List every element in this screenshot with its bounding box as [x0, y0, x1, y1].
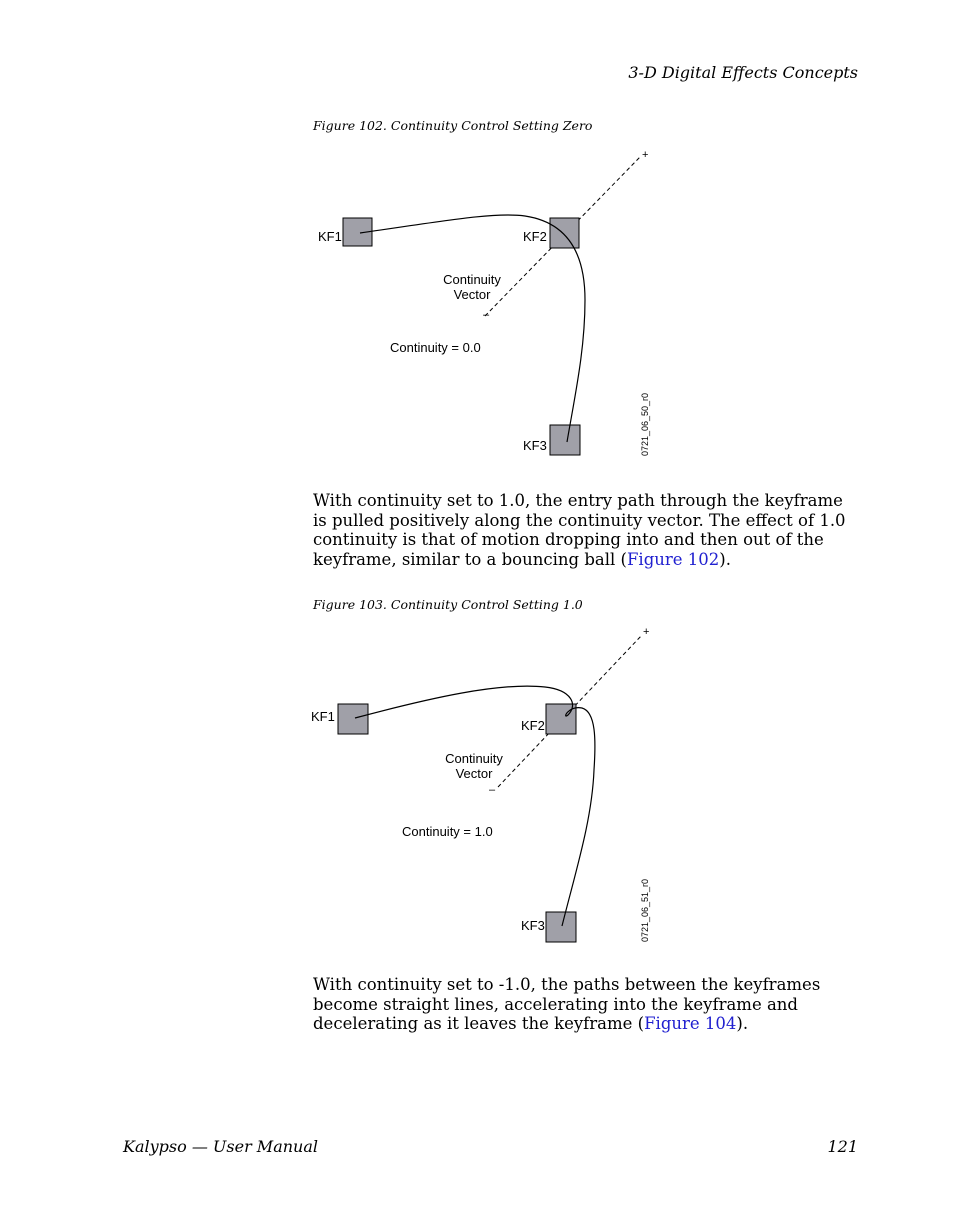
- keyframe-kf3-box: [550, 425, 580, 455]
- keyframe-kf2-box: [550, 218, 579, 248]
- paragraph-text-end: ).: [736, 1014, 749, 1033]
- figure-102-link[interactable]: Figure 102: [626, 549, 720, 569]
- plus-sign: +: [643, 626, 650, 638]
- plus-sign: +: [642, 149, 649, 161]
- footer-page-number: 121: [827, 1137, 858, 1156]
- kf1-label: KF1: [318, 229, 342, 244]
- continuity-vector-label-line2: Vector: [455, 766, 493, 781]
- paragraph-continuity-2: [313, 975, 861, 1034]
- continuity-vector-label-line1: Continuity: [445, 751, 503, 766]
- figure-103-caption: Figure 103. Continuity Control Setting 1.0: [313, 597, 583, 612]
- figure-104-link[interactable]: Figure 104: [644, 1014, 737, 1033]
- kf3-label: KF3: [521, 918, 545, 933]
- footer-manual-title: Kalypso — User Manual: [123, 1137, 318, 1156]
- paragraph-text: With continuity set to -1.0, the paths between the keyframes become straight lines, accelerating into the keyframe and decelerating as it leaves the keyframe (: [313, 975, 821, 1033]
- kf2-label: KF2: [523, 229, 547, 244]
- figure-102-caption: Figure 102. Continuity Control Setting Zero: [313, 118, 593, 133]
- continuity-setting-label: Continuity = 1.0: [402, 824, 493, 839]
- figure-code: 0721_06_50_r0: [640, 392, 650, 456]
- minus-sign: –: [489, 784, 496, 796]
- keyframe-kf1-box: [338, 704, 368, 734]
- motion-path: [360, 215, 585, 442]
- keyframe-kf3-box: [546, 912, 576, 942]
- paragraph-text-end: ).: [719, 549, 731, 569]
- continuity-vector-label-line1: Continuity: [443, 272, 501, 287]
- minus-sign: –: [483, 309, 490, 321]
- paragraph-text: With continuity set to 1.0, the entry path through the keyframe is pulled positively along the continuity vector. The effect of 1.0 continuity is that of motion dropping into and then out of the keyframe, similar to a bouncing ball (: [313, 491, 846, 569]
- figure-code: 0721_06_51_r0: [640, 878, 650, 942]
- figure-102-diagram: [300, 140, 680, 470]
- figure-103-diagram: [300, 620, 680, 950]
- kf2-label: KF2: [521, 718, 545, 733]
- paragraph-continuity-1: [313, 491, 861, 569]
- continuity-vector-label-line2: Vector: [453, 287, 491, 302]
- kf1-label: KF1: [311, 709, 335, 724]
- kf3-label: KF3: [523, 438, 547, 453]
- section-header: 3-D Digital Effects Concepts: [628, 63, 858, 82]
- continuity-setting-label: Continuity = 0.0: [390, 340, 481, 355]
